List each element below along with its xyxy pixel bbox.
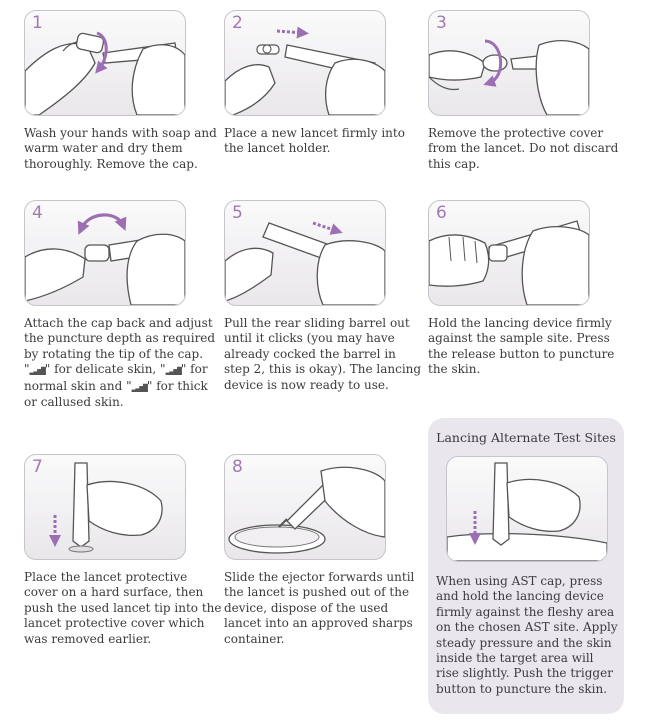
step-2-text: Place a new lancet firmly into the lancet holder. <box>224 126 405 156</box>
step-3-text: Remove the protective cover from the lancet. Do not discard this cap. <box>428 126 619 171</box>
step-5-text: Pull the rear sliding barrel out until it clicks (you may have already cocked the barrel in step 2, this is okay). The lancing device is now ready to use. <box>224 316 422 392</box>
step-1 <box>24 10 224 172</box>
step-number: 3 <box>436 13 447 33</box>
hands-remove-cap-icon <box>25 11 185 115</box>
step-number: 8 <box>232 457 243 477</box>
step-1-text: Wash your hands with soap and warm water and dry them thoroughly. Remove the cap. <box>24 126 217 171</box>
step-4-illustration <box>24 200 186 306</box>
step-1-illustration <box>24 10 186 116</box>
step-number: 4 <box>32 203 43 223</box>
ast-title: Lancing Alternate Test Sites <box>436 430 616 445</box>
step-number: 2 <box>232 13 243 33</box>
step-3-illustration <box>428 10 590 116</box>
step-7 <box>24 454 224 647</box>
depth-high-icon: ▂▃▅▇ <box>131 382 147 392</box>
step-7-illustration <box>24 454 186 560</box>
depth-low-icon: ▂▃▅▇ <box>29 366 45 376</box>
hands-cock-barrel-icon <box>225 201 385 305</box>
step-8-illustration <box>224 454 386 560</box>
ast-text: When using AST cap, press and hold the lancing device firmly against the fleshy area on the chosen AST site. Apply steady pressure and the skin inside the target area will rise slightly. Push the trigger button to puncture the skin. <box>436 574 618 696</box>
ast-panel <box>428 418 624 714</box>
step-6-illustration <box>428 200 590 306</box>
step-3 <box>428 10 628 172</box>
step-number: 6 <box>436 203 447 223</box>
finger-lancing-icon <box>429 201 589 305</box>
step-6-text: Hold the lancing device firmly against the sample site. Press the release button to puncture the skin. <box>428 316 615 377</box>
hands-adjust-depth-icon <box>25 201 185 305</box>
hand-cover-lancet-icon <box>25 455 185 559</box>
hands-twist-cover-icon <box>429 11 589 115</box>
step-number: 1 <box>32 13 43 33</box>
ast-lancing-icon <box>447 457 607 561</box>
step-number: 5 <box>232 203 243 223</box>
step-2-illustration <box>224 10 386 116</box>
hand-insert-lancet-icon <box>225 11 385 115</box>
depth-medium-icon: ▂▃▅▇ <box>165 366 181 376</box>
step-4 <box>24 200 224 410</box>
ast-illustration <box>446 456 608 562</box>
step-8-text: Slide the ejector forwards until the lancet is pushed out of the device, dispose of the used lancet into an approved sharps container. <box>224 570 415 646</box>
step-5 <box>224 200 424 393</box>
step-4-text: Attach the cap back and adjust the puncture depth as required by rotating the tip of the cap. "▂▃▅▇" for delicate skin, "▂▃▅▇" for normal skin and "▂▃▅▇" for thick or callused skin. <box>24 316 216 410</box>
step-5-illustration <box>224 200 386 306</box>
sharps-container-icon <box>225 455 385 559</box>
step-7-text: Place the lancet protective cover on a hard surface, then push the used lancet tip into the lancet protective cover which was removed earlier. <box>24 570 222 646</box>
step-6 <box>428 200 628 378</box>
step-2 <box>224 10 424 157</box>
step-number: 7 <box>32 457 43 477</box>
step-8 <box>224 454 424 647</box>
